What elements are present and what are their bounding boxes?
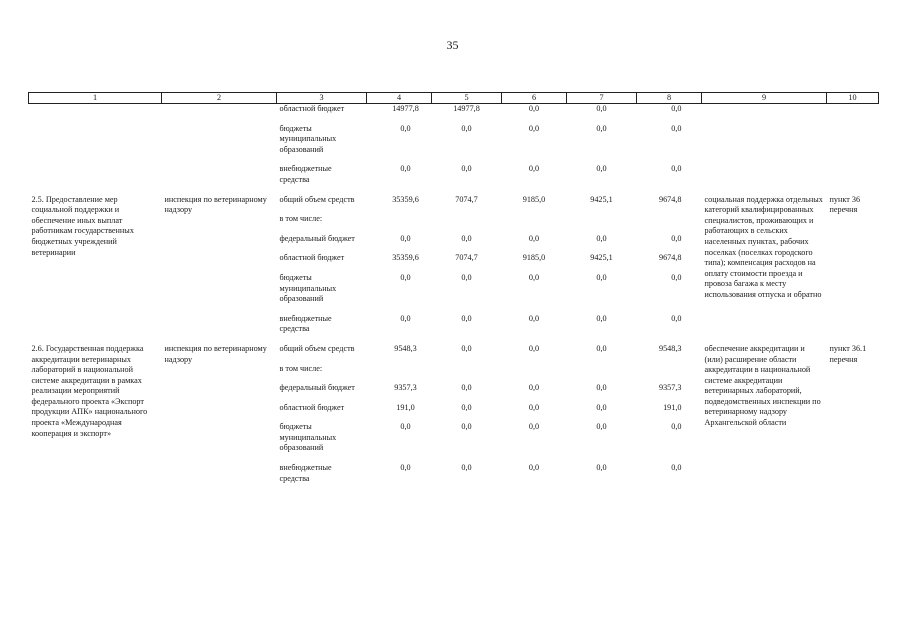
result-cell: обеспечение аккредитации и (или) расширение области аккредитации в национальной системе аккредитации ветеринарных лабораторий, подведомственных инспекции по ветеринарному надзору Архангельской области (704, 343, 821, 428)
value-cell: 0,0 (596, 343, 607, 353)
source-cell: внебюджетные средства (279, 164, 332, 184)
source-cell: областной бюджет (279, 402, 345, 412)
executor-cell: инспекция по ветеринарному надзору (164, 343, 267, 364)
column-header: 1 (29, 93, 162, 104)
column-header: 10 (827, 93, 879, 104)
table-body (29, 93, 879, 494)
source-cell: областной бюджет (279, 253, 345, 263)
source-cell: в том числе: (279, 363, 323, 373)
source-cell: федеральный бюджет (279, 233, 355, 243)
value-cell: 0,0 (596, 383, 607, 393)
value-cell: 0,0 (528, 233, 540, 243)
value-cell: 0,0 (400, 422, 411, 432)
value-cell: 35359,6 (392, 253, 419, 263)
table-row (29, 104, 879, 115)
value-cell: 0,0 (400, 233, 411, 243)
source-cell: внебюджетные средства (279, 313, 332, 334)
value-cell (432, 214, 502, 225)
value-cell: 9357,3 (658, 383, 682, 393)
budget-table-wrapper (28, 92, 878, 493)
value-cell (502, 364, 567, 375)
value-cell: 0,0 (671, 313, 682, 323)
value-cell: 0,0 (461, 383, 472, 393)
result-cell: социальная поддержка отдельных категорий квалифицированных специалистов, проживающих и работающих в сельских населенных пунктах, рабочих поселках (поселках городского типа); компенсация расходов на оплату стоимости проезда и провоза багажа к месту использования отпуска и обратно (704, 194, 823, 299)
source-cell: бюджеты муниципальных образований (279, 422, 337, 453)
empty-cell (827, 164, 879, 185)
source-cell: общий объем средств (279, 194, 355, 204)
value-cell: 0,0 (671, 422, 682, 432)
source-cell: федеральный бюджет (279, 383, 355, 393)
value-cell: 0,0 (596, 463, 607, 473)
empty-cell (162, 104, 277, 115)
value-cell: 9674,8 (658, 194, 682, 204)
source-cell: в том числе: (279, 214, 323, 224)
value-cell: 191,0 (663, 402, 682, 412)
gap-cell (277, 264, 702, 273)
value-cell: 0,0 (400, 272, 411, 282)
value-cell: 0,0 (400, 463, 411, 473)
value-cell (567, 214, 637, 225)
value-cell: 9425,1 (590, 194, 613, 204)
column-header: 5 (432, 93, 502, 104)
gap-cell (277, 355, 702, 364)
value-cell: 191,0 (396, 402, 415, 412)
empty-cell (162, 164, 277, 185)
value-cell: 0,0 (528, 104, 540, 113)
value-cell (502, 214, 567, 225)
value-cell: 9425,1 (590, 253, 613, 263)
value-cell: 0,0 (528, 272, 540, 282)
row-gap (29, 155, 879, 164)
empty-cell (827, 104, 879, 115)
value-cell: 9674,8 (658, 253, 682, 263)
value-cell: 0,0 (461, 272, 472, 282)
column-number-header (29, 93, 879, 104)
value-cell (367, 364, 432, 375)
value-cell: 0,0 (596, 422, 607, 432)
section-gap (29, 335, 879, 344)
value-cell: 0,0 (596, 123, 607, 133)
table-row (29, 344, 879, 355)
value-cell: 0,0 (461, 233, 472, 243)
gap-cell (277, 394, 702, 403)
value-cell: 0,0 (461, 463, 472, 473)
empty-cell (29, 164, 162, 185)
table-row (29, 124, 879, 156)
empty-cell (702, 124, 827, 156)
value-cell: 9548,3 (394, 343, 417, 353)
column-header: 8 (637, 93, 702, 104)
column-header: 3 (277, 93, 367, 104)
empty-cell (702, 164, 827, 185)
value-cell: 0,0 (528, 343, 540, 353)
row-gap (29, 186, 879, 195)
gap-cell (29, 155, 879, 164)
gap-cell (29, 115, 879, 124)
value-cell: 14977,8 (453, 104, 480, 113)
value-cell: 14977,8 (392, 104, 419, 113)
value-cell: 0,0 (400, 123, 411, 133)
value-cell: 0,0 (528, 313, 540, 323)
empty-cell (162, 124, 277, 156)
gap-cell (277, 305, 702, 314)
value-cell: 0,0 (400, 313, 411, 323)
value-cell: 0,0 (596, 272, 607, 282)
value-cell: 0,0 (461, 123, 472, 133)
source-cell: бюджеты муниципальных образований (279, 123, 337, 154)
source-cell: общий объем средств (279, 343, 355, 353)
value-cell: 0,0 (671, 233, 682, 243)
value-cell: 9357,3 (394, 383, 417, 393)
value-cell: 7074,7 (455, 194, 478, 204)
value-cell: 0,0 (596, 402, 607, 412)
source-cell: бюджеты муниципальных образований (279, 272, 337, 304)
gap-cell (29, 335, 879, 344)
value-cell: 0,0 (596, 104, 607, 113)
value-cell: 0,0 (461, 343, 472, 353)
source-cell: внебюджетные средства (279, 463, 332, 483)
gap-cell (277, 454, 702, 463)
value-cell: 0,0 (528, 422, 540, 432)
measure-name-cell: 2.6. Государственная поддержка аккредитации ветеринарных лабораторий в национальной системе аккредитации в рамках реализации мероприятий федерального проекта «Экспорт продукции АПК» национального проекта «Международная кооперация и экспорт» (31, 343, 148, 438)
gap-cell (277, 205, 702, 214)
gap-cell (277, 374, 702, 383)
value-cell: 0,0 (461, 164, 472, 174)
row-gap (29, 115, 879, 124)
gap-cell (29, 186, 879, 195)
value-cell: 9185,0 (522, 253, 546, 263)
gap-cell (277, 225, 702, 234)
value-cell (567, 364, 637, 375)
table-row (29, 164, 879, 185)
value-cell: 9548,3 (658, 343, 682, 353)
value-cell (637, 364, 702, 375)
value-cell: 0,0 (671, 463, 682, 473)
value-cell: 0,0 (461, 422, 472, 432)
page-number: 35 (446, 38, 459, 52)
measure-name-cell: 2.5. Предоставление мер социальной поддержки и обеспечение иных выплат работникам государственных бюджетных учреждений ветеринарии (31, 194, 134, 257)
empty-cell (702, 104, 827, 115)
empty-cell (827, 124, 879, 156)
value-cell: 0,0 (596, 233, 607, 243)
value-cell (637, 214, 702, 225)
reference-cell: пункт 36.1 перечня (829, 343, 867, 364)
gap-cell (29, 484, 879, 493)
value-cell: 0,0 (528, 164, 540, 174)
value-cell: 0,0 (671, 164, 682, 174)
gap-cell (277, 413, 702, 422)
value-cell (432, 364, 502, 375)
value-cell (367, 214, 432, 225)
column-header: 2 (162, 93, 277, 104)
value-cell: 0,0 (671, 272, 682, 282)
gap-cell (277, 244, 702, 253)
value-cell: 0,0 (671, 104, 682, 113)
column-header: 7 (567, 93, 637, 104)
value-cell: 0,0 (400, 164, 411, 174)
value-cell: 35359,6 (392, 194, 419, 204)
value-cell: 7074,7 (455, 253, 478, 263)
value-cell: 9185,0 (522, 194, 546, 204)
value-cell: 0,0 (596, 313, 607, 323)
empty-cell (29, 104, 162, 115)
budget-table (28, 92, 879, 493)
value-cell: 0,0 (671, 123, 682, 133)
value-cell: 0,0 (528, 463, 540, 473)
section-gap (29, 484, 879, 493)
column-header: 6 (502, 93, 567, 104)
value-cell: 0,0 (528, 383, 540, 393)
column-header: 9 (702, 93, 827, 104)
executor-cell: инспекция по ветеринарному надзору (164, 194, 267, 215)
value-cell: 0,0 (461, 313, 472, 323)
value-cell: 0,0 (461, 402, 472, 412)
value-cell: 0,0 (528, 402, 540, 412)
value-cell: 0,0 (528, 123, 540, 133)
reference-cell: пункт 36 перечня (829, 194, 861, 215)
column-header: 4 (367, 93, 432, 104)
empty-cell (29, 124, 162, 156)
value-cell: 0,0 (596, 164, 607, 174)
source-cell: областной бюджет (279, 104, 345, 113)
table-row (29, 195, 879, 206)
